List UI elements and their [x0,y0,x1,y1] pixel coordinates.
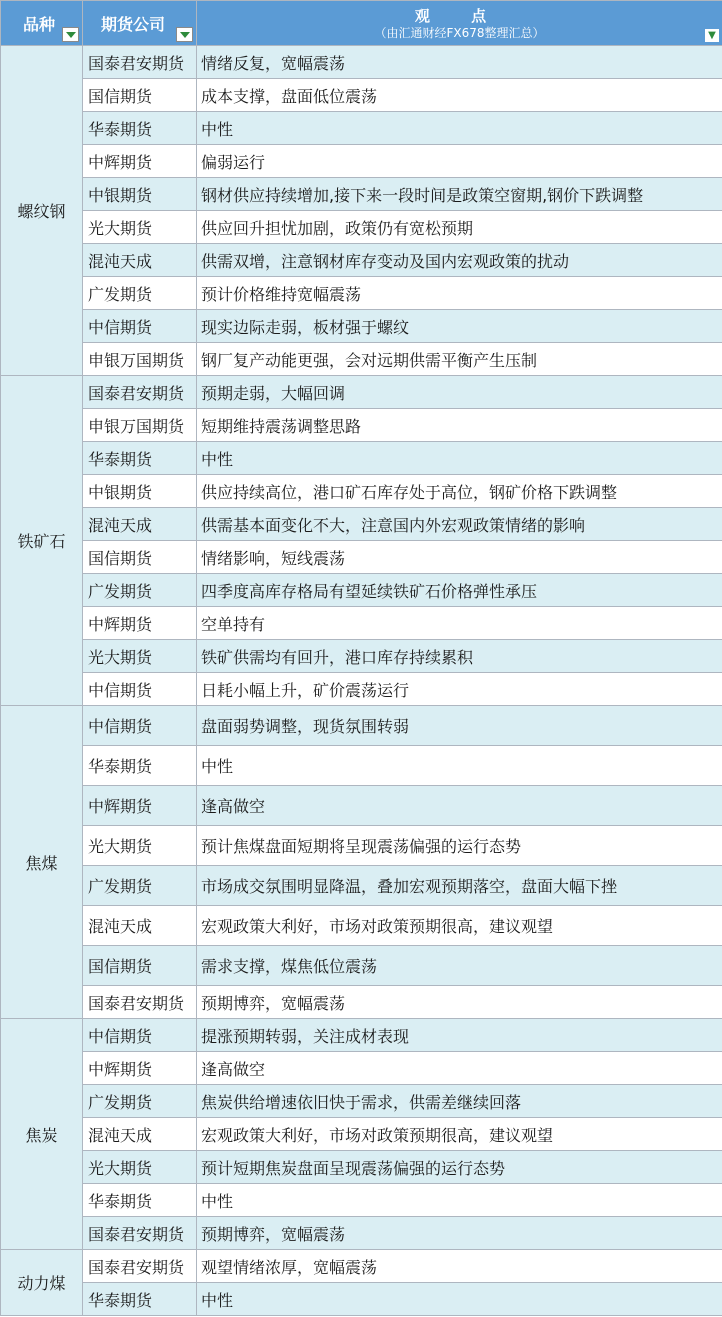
view-cell: 日耗小幅上升，矿价震荡运行 [197,673,722,706]
company-cell: 中辉期货 [83,1052,197,1085]
company-cell: 中信期货 [83,706,197,746]
company-cell: 光大期货 [83,640,197,673]
company-cell: 国泰君安期货 [83,986,197,1019]
view-cell: 供应回升担忧加剧，政策仍有宽松预期 [197,211,722,244]
company-cell: 混沌天成 [83,1118,197,1151]
table-row [1,343,722,376]
table-row [1,1052,722,1085]
company-cell: 中辉期货 [83,145,197,178]
view-cell: 预计短期焦炭盘面呈现震荡偏强的运行态势 [197,1151,722,1184]
category-cell: 焦煤 [1,706,83,1019]
view-cell: 情绪影响，短线震荡 [197,541,722,574]
company-cell: 光大期货 [83,826,197,866]
view-cell: 中性 [197,1283,722,1316]
company-cell: 华泰期货 [83,112,197,145]
company-filter-dropdown-icon[interactable] [176,27,193,42]
company-cell: 国泰君安期货 [83,376,197,409]
table-row [1,376,722,409]
company-cell: 国信期货 [83,79,197,112]
header-company [83,1,197,46]
table-row [1,1217,722,1250]
table-row [1,786,722,826]
company-cell: 国泰君安期货 [83,1250,197,1283]
table-row [1,706,722,746]
view-cell: 铁矿供需均有回升，港口库存持续累积 [197,640,722,673]
view-cell: 钢材供应持续增加,接下来一段时间是政策空窗期,钢价下跌调整 [197,178,722,211]
view-cell: 宏观政策大利好，市场对政策预期很高，建议观望 [197,906,722,946]
company-cell: 广发期货 [83,574,197,607]
view-cell: 中性 [197,746,722,786]
view-cell: 预期走弱，大幅回调 [197,376,722,409]
table-row [1,310,722,343]
table-row [1,508,722,541]
view-cell: 中性 [197,112,722,145]
company-cell: 广发期货 [83,277,197,310]
view-cell: 钢厂复产动能更强，会对远期供需平衡产生压制 [197,343,722,376]
company-cell: 国泰君安期货 [83,1217,197,1250]
view-cell: 逢高做空 [197,1052,722,1085]
view-cell: 预期博弈，宽幅震荡 [197,986,722,1019]
table-body [1,46,722,1316]
table-row [1,946,722,986]
table-row [1,1184,722,1217]
view-cell: 需求支撑，煤焦低位震荡 [197,946,722,986]
table-row [1,607,722,640]
filter-active-icon[interactable]: ▼ [705,29,719,42]
view-cell: 提涨预期转弱，关注成材表现 [197,1019,722,1052]
header-view-label: 观 点 [414,7,505,25]
view-cell: 中性 [197,442,722,475]
view-cell: 偏弱运行 [197,145,722,178]
company-cell: 中银期货 [83,178,197,211]
view-cell: 供需双增，注意钢材库存变动及国内宏观政策的扰动 [197,244,722,277]
view-cell: 焦炭供给增速依旧快于需求，供需差继续回落 [197,1085,722,1118]
table-row [1,46,722,79]
view-cell: 市场成交氛围明显降温，叠加宏观预期落空，盘面大幅下挫 [197,866,722,906]
company-cell: 华泰期货 [83,1283,197,1316]
company-cell: 光大期货 [83,1151,197,1184]
view-cell: 预期博弈，宽幅震荡 [197,1217,722,1250]
company-cell: 中信期货 [83,1019,197,1052]
table-row [1,906,722,946]
company-cell: 广发期货 [83,1085,197,1118]
company-cell: 国信期货 [83,541,197,574]
company-cell: 中辉期货 [83,607,197,640]
view-cell: 盘面弱势调整，现货氛围转弱 [197,706,722,746]
company-cell: 国信期货 [83,946,197,986]
view-cell: 短期维持震荡调整思路 [197,409,722,442]
table-row [1,79,722,112]
view-cell: 供应持续高位，港口矿石库存处于高位，钢矿价格下跌调整 [197,475,722,508]
table-row [1,541,722,574]
category-cell: 动力煤 [1,1250,83,1316]
company-cell: 国泰君安期货 [83,46,197,79]
company-cell: 混沌天成 [83,244,197,277]
company-cell: 混沌天成 [83,508,197,541]
category-cell: 螺纹钢 [1,46,83,376]
table-row [1,112,722,145]
company-cell: 光大期货 [83,211,197,244]
company-cell: 中信期货 [83,310,197,343]
table-row [1,1283,722,1316]
header-source-note: （由汇通财经FX678整理汇总） [374,26,545,40]
table-row [1,145,722,178]
header-row [1,1,722,46]
view-cell: 中性 [197,1184,722,1217]
table-row [1,866,722,906]
table-row [1,1250,722,1283]
company-cell: 华泰期货 [83,442,197,475]
table-row [1,442,722,475]
view-cell: 空单持有 [197,607,722,640]
company-cell: 中银期货 [83,475,197,508]
table-row [1,178,722,211]
category-cell: 焦炭 [1,1019,83,1250]
header-category [1,1,83,46]
table-row [1,574,722,607]
view-cell: 情绪反复，宽幅震荡 [197,46,722,79]
company-cell: 申银万国期货 [83,409,197,442]
company-cell: 申银万国期货 [83,343,197,376]
view-cell: 逢高做空 [197,786,722,826]
table-row [1,826,722,866]
view-cell: 观望情绪浓厚，宽幅震荡 [197,1250,722,1283]
company-cell: 广发期货 [83,866,197,906]
table-row [1,640,722,673]
company-cell: 中辉期货 [83,786,197,826]
table-row [1,746,722,786]
view-cell: 预计焦煤盘面短期将呈现震荡偏强的运行态势 [197,826,722,866]
header-view [197,1,722,46]
company-cell: 中信期货 [83,673,197,706]
header-company-label: 期货公司 [101,14,166,34]
table-row [1,244,722,277]
company-cell: 华泰期货 [83,1184,197,1217]
view-cell: 现实边际走弱，板材强于螺纹 [197,310,722,343]
table-row [1,986,722,1019]
table-row [1,1118,722,1151]
view-cell: 宏观政策大利好，市场对政策预期很高，建议观望 [197,1118,722,1151]
table-row [1,211,722,244]
table-row [1,409,722,442]
table-row [1,1151,722,1184]
view-cell: 供需基本面变化不大，注意国内外宏观政策情绪的影响 [197,508,722,541]
view-cell: 成本支撑，盘面低位震荡 [197,79,722,112]
category-cell: 铁矿石 [1,376,83,706]
company-cell: 华泰期货 [83,746,197,786]
header-category-label: 品种 [23,14,56,34]
company-cell: 混沌天成 [83,906,197,946]
table-row [1,673,722,706]
category-filter-dropdown-icon[interactable] [62,27,79,42]
table-row [1,1019,722,1052]
view-cell: 四季度高库存格局有望延续铁矿石价格弹性承压 [197,574,722,607]
table-row [1,277,722,310]
view-cell: 预计价格维持宽幅震荡 [197,277,722,310]
table-row [1,475,722,508]
table-row [1,1085,722,1118]
